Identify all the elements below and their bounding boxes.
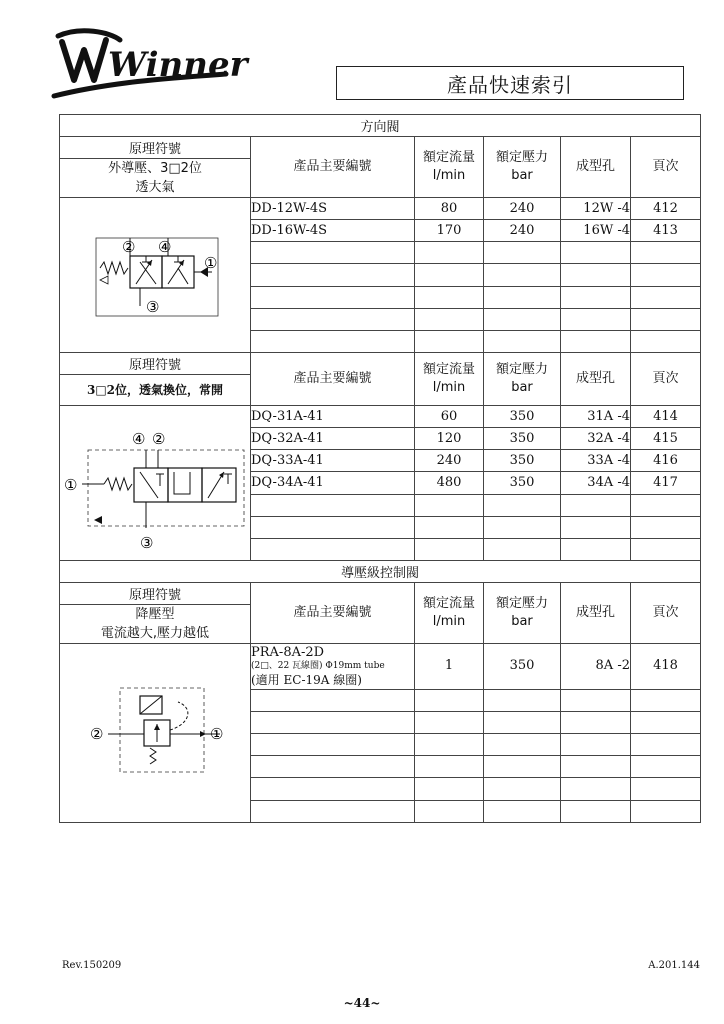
page-cell: 413 (631, 220, 701, 242)
page-cell: 417 (631, 472, 701, 494)
flow-unit: l/min (432, 168, 466, 183)
symbol-diagram-cell (60, 644, 251, 823)
pressure-cell: 350 (484, 450, 561, 472)
table-row (60, 198, 701, 220)
pressure-header (484, 583, 561, 644)
pressure-unit: bar (511, 168, 533, 183)
document-code: A.201.144 (648, 960, 700, 971)
model-cell (251, 644, 415, 690)
flow-cell: 240 (415, 450, 484, 472)
page-header: 頁次 (631, 583, 701, 644)
flow-cell: 60 (415, 406, 484, 428)
pressure-cell: 350 (484, 428, 561, 450)
port-label: ② (122, 238, 136, 256)
pressure-cell: 240 (484, 220, 561, 242)
flow-label: 額定流量 (422, 596, 475, 611)
symbol-description (60, 159, 251, 198)
hydraulic-symbol-dq (60, 406, 251, 560)
port-cell: 33A -4 (561, 450, 631, 472)
port-cell: 16W -4 (561, 220, 631, 242)
desc-line: 透大氣 (135, 180, 175, 195)
section-title-directional: 方向閥 (60, 115, 701, 137)
symbol-description: 3□2位，透氣換位，常開 (60, 375, 251, 406)
pressure-header (484, 353, 561, 406)
winner-logo (50, 22, 248, 102)
flow-cell: 480 (415, 472, 484, 494)
section-title-pilot-control: 導壓級控制閥 (60, 561, 701, 583)
port-cell: 32A -4 (561, 428, 631, 450)
port-header: 成型孔 (561, 353, 631, 406)
model-cell: DQ-32A-41 (251, 428, 415, 450)
section-title-row (60, 561, 701, 583)
symbol-diagram-cell (60, 406, 251, 561)
desc-line: 外導壓、3□2位 (108, 161, 202, 176)
hydraulic-symbol-dd (60, 198, 251, 352)
page-header: 頁次 (631, 353, 701, 406)
page-cell: 414 (631, 406, 701, 428)
hydraulic-symbol-pra (60, 644, 251, 822)
port-header: 成型孔 (561, 583, 631, 644)
pressure-cell: 350 (484, 472, 561, 494)
model-note: (適用 EC-19A 線圈) (251, 672, 362, 687)
pressure-cell: 350 (484, 406, 561, 428)
port-label: ① (64, 476, 78, 494)
model-cell: DD-12W-4S (251, 198, 415, 220)
index-title-box (336, 66, 684, 100)
model-cell: DD-16W-4S (251, 220, 415, 242)
port-label: ① (210, 725, 224, 743)
model-header: 產品主要編號 (251, 583, 415, 644)
model-cell: DQ-31A-41 (251, 406, 415, 428)
flow-cell: 170 (415, 220, 484, 242)
port-cell: 12W -4 (561, 198, 631, 220)
flow-unit: l/min (432, 614, 466, 629)
port-cell: 31A -4 (561, 406, 631, 428)
header-row (60, 353, 701, 375)
pressure-label: 額定壓力 (495, 362, 548, 377)
pressure-cell: 240 (484, 198, 561, 220)
port-label: ③ (140, 534, 154, 552)
port-label: ② (90, 725, 104, 743)
desc-line: 電流越大,壓力越低 (100, 626, 210, 641)
header-row (60, 583, 701, 605)
pressure-unit: bar (511, 614, 533, 629)
flow-unit: l/min (432, 380, 466, 395)
symbol-description (60, 605, 251, 644)
model-header: 產品主要編號 (251, 137, 415, 198)
port-cell: 34A -4 (561, 472, 631, 494)
index-title: 產品快速索引 (447, 72, 573, 97)
port-label: ① (204, 254, 218, 272)
pressure-label: 額定壓力 (495, 150, 548, 165)
symbol-diagram-cell (60, 198, 251, 353)
page-cell: 416 (631, 450, 701, 472)
flow-header (415, 583, 484, 644)
page-number: ~44~ (343, 996, 381, 1010)
logo-text: Winner (108, 45, 248, 85)
port-header: 成型孔 (561, 137, 631, 198)
revision-label: Rev.150209 (62, 960, 122, 971)
flow-cell: 120 (415, 428, 484, 450)
symbol-header: 原理符號 (60, 137, 251, 159)
port-cell: 8A -2 (561, 644, 631, 690)
section-title-row (60, 115, 701, 137)
flow-cell: 1 (415, 644, 484, 690)
table-row (60, 406, 701, 428)
model-cell: DQ-34A-41 (251, 472, 415, 494)
port-label: ④ (132, 430, 146, 448)
pressure-label: 額定壓力 (495, 596, 548, 611)
page-cell: 415 (631, 428, 701, 450)
flow-header (415, 353, 484, 406)
pressure-cell: 350 (484, 644, 561, 690)
model-cell: DQ-33A-41 (251, 450, 415, 472)
model-header: 產品主要編號 (251, 353, 415, 406)
port-label: ③ (146, 298, 160, 316)
model-note: (2□、22 瓦線圈) Φ19mm tube (251, 660, 385, 671)
flow-cell: 80 (415, 198, 484, 220)
header-row (60, 137, 701, 159)
page-header: 頁次 (631, 137, 701, 198)
flow-label: 額定流量 (422, 362, 475, 377)
pressure-unit: bar (511, 380, 533, 395)
desc-line: 降壓型 (135, 607, 175, 622)
pressure-header (484, 137, 561, 198)
port-label: ④ (158, 238, 172, 256)
table-row (60, 644, 701, 690)
flow-label: 額定流量 (422, 150, 475, 165)
model-code: PRA-8A-2D (251, 644, 325, 660)
product-index-table (59, 114, 701, 823)
symbol-header: 原理符號 (60, 583, 251, 605)
flow-header (415, 137, 484, 198)
port-label: ② (152, 430, 166, 448)
page-cell: 412 (631, 198, 701, 220)
page-cell: 418 (631, 644, 701, 690)
symbol-header: 原理符號 (60, 353, 251, 375)
